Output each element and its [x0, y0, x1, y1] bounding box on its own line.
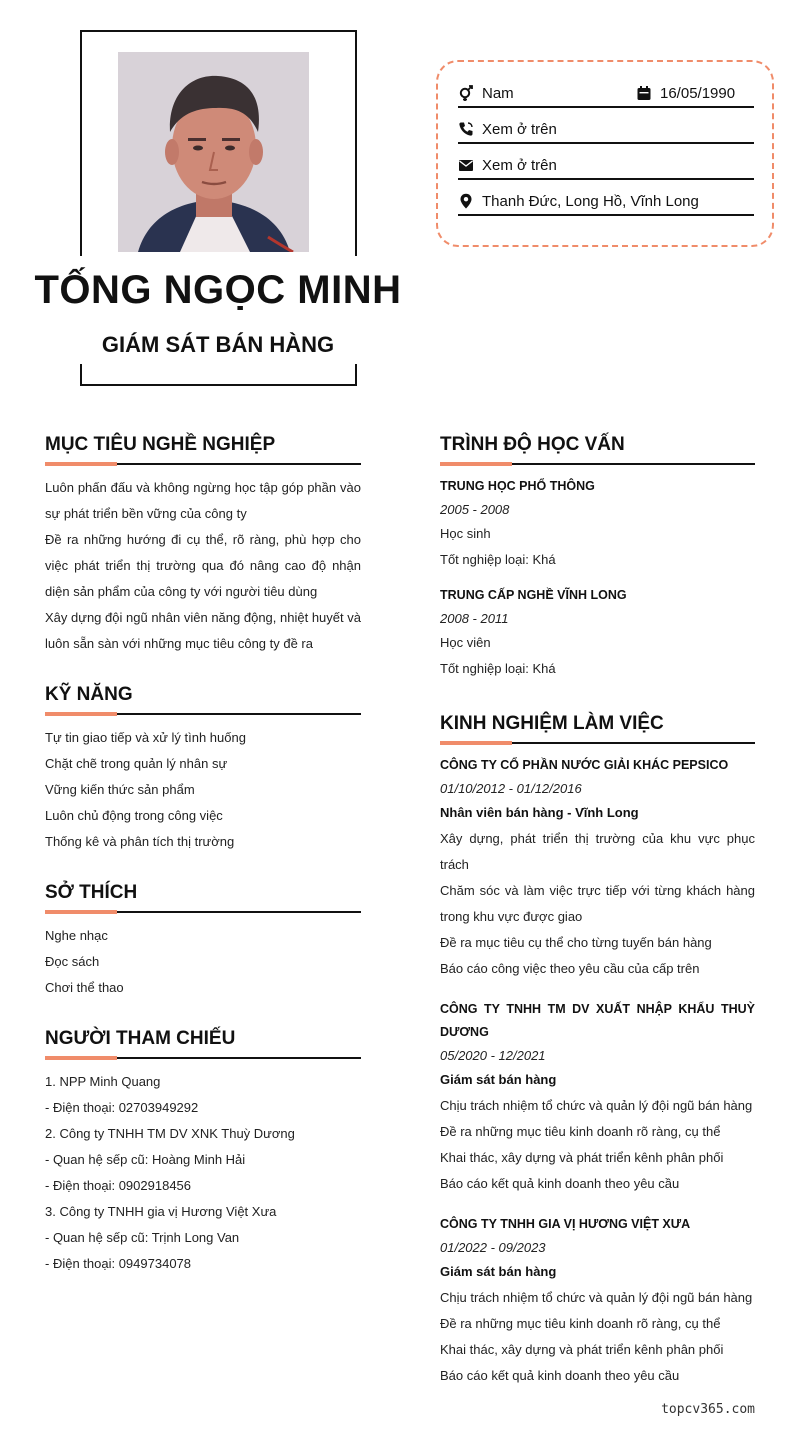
skill-item: Luôn chủ động trong công việc: [45, 808, 223, 823]
phone-icon: [458, 121, 474, 137]
objective-paragraph: Luôn phấn đấu và không ngừng học tập góp phần vào sự phát triển bền vững của công ty: [45, 480, 361, 521]
contact-info-box: [436, 60, 774, 247]
calendar-icon: [636, 85, 652, 101]
address-value: Thanh Đức, Long Hồ, Vĩnh Long: [482, 193, 699, 210]
experience-entry: [440, 1213, 755, 1389]
education-result: Tốt nghiệp loại: Khá: [440, 661, 556, 676]
company-name: CÔNG TY TNHH TM DV XUẤT NHẬP KHẨU THUỲ DƯƠNG: [440, 1002, 755, 1039]
section-divider: [440, 740, 755, 746]
experience-entry: [440, 754, 755, 982]
skill-item: Vững kiến thức sản phẩm: [45, 782, 195, 797]
section-title: TRÌNH ĐỘ HỌC VẤN: [440, 434, 625, 455]
school-name: TRUNG CẤP NGHỀ VĨNH LONG: [440, 588, 627, 602]
section-title: KINH NGHIỆM LÀM VIỆC: [440, 713, 664, 734]
duty-item: Đề ra mục tiêu cụ thể cho từng tuyến bán hàng: [440, 935, 712, 950]
map-pin-icon: [458, 193, 474, 209]
contact-row-email: [458, 154, 754, 180]
gender-value: Nam: [482, 85, 514, 102]
section-divider: [45, 909, 361, 915]
reference-line: - Quan hệ sếp cũ: Trịnh Long Van: [45, 1230, 240, 1245]
duty-item: Chịu trách nhiệm tổ chức và quản lý đội ngũ bán hàng: [440, 1098, 753, 1113]
header-frame-bottom: [80, 364, 357, 386]
duty-item: Khai thác, xây dựng và phát triển kênh phân phối: [440, 1342, 724, 1357]
duty-item: Đề ra những mục tiêu kinh doanh rõ ràng, cụ thể: [440, 1316, 721, 1331]
school-name: TRUNG HỌC PHỔ THÔNG: [440, 479, 595, 493]
experience-position: Giám sát bán hàng: [440, 1072, 557, 1087]
section-title: SỞ THÍCH: [45, 882, 138, 903]
birthday-value: 16/05/1990: [660, 85, 736, 102]
experience-position: Nhân viên bán hàng - Vĩnh Long: [440, 805, 639, 820]
education-entry: [440, 475, 755, 573]
skill-item: Thống kê và phân tích thị trường: [45, 834, 235, 849]
section-education: [440, 431, 755, 682]
phone-value: Xem ở trên: [482, 121, 557, 138]
section-references: [45, 1025, 361, 1277]
experience-period: 05/2020 - 12/2021: [440, 1048, 546, 1063]
experience-position: Giám sát bán hàng: [440, 1264, 557, 1279]
objective-paragraph: Xây dựng đội ngũ nhân viên năng động, nhiệt huyết và luôn sẵn sàn với những mục tiêu công ty đề ra: [45, 610, 361, 651]
section-hobbies: [45, 879, 361, 1001]
envelope-icon: [458, 157, 474, 173]
candidate-job-title: GIÁM SÁT BÁN HÀNG: [101, 332, 335, 357]
gender-icon: [458, 85, 474, 101]
duty-item: Đề ra những mục tiêu kinh doanh rõ ràng, cụ thể: [440, 1124, 721, 1139]
section-skills: [45, 681, 361, 855]
candidate-name: TỐNG NGỌC MINH: [34, 268, 402, 312]
reference-line: - Quan hệ sếp cũ: Hoàng Minh Hải: [45, 1152, 246, 1167]
section-title: MỤC TIÊU NGHỀ NGHIỆP: [45, 434, 276, 455]
section-experience: [440, 710, 755, 1389]
education-period: 2005 - 2008: [440, 502, 510, 517]
education-entry: [440, 584, 755, 682]
reference-line: - Điện thoại: 0902918456: [45, 1178, 192, 1193]
section-divider: [45, 711, 361, 717]
objective-paragraph: Đề ra những hướng đi cụ thể, rõ ràng, phù hợp cho việc phát triển thị trường qua đó nâng cao độ nhận diện sản phẩm của công ty với người tiêu dùng: [45, 532, 361, 599]
duty-item: Báo cáo kết quả kinh doanh theo yêu cầu: [440, 1368, 680, 1383]
experience-period: 01/2022 - 09/2023: [440, 1240, 546, 1255]
duty-item: Khai thác, xây dựng và phát triển kênh phân phối: [440, 1150, 724, 1165]
reference-line: - Điện thoại: 02703949292: [45, 1100, 199, 1115]
reference-line: - Điện thoại: 0949734078: [45, 1256, 192, 1271]
company-name: CÔNG TY CỔ PHẦN NƯỚC GIẢI KHÁC PEPSICO: [440, 758, 729, 772]
duty-item: Xây dựng, phát triển thị trường của khu vực phục trách: [440, 831, 755, 872]
reference-line: 1. NPP Minh Quang: [45, 1074, 161, 1089]
duty-item: Chăm sóc và làm việc trực tiếp với từng khách hàng trong khu vực được giao: [440, 883, 755, 924]
section-title: NGƯỜI THAM CHIẾU: [45, 1028, 236, 1049]
education-role: Học viên: [440, 635, 491, 650]
section-objective: [45, 431, 361, 657]
hobby-item: Đọc sách: [45, 954, 100, 969]
reference-line: 3. Công ty TNHH gia vị Hương Việt Xưa: [45, 1204, 277, 1219]
contact-row-gender-birthday: [458, 82, 754, 108]
contact-row-address: [458, 190, 754, 216]
section-divider: [45, 1055, 361, 1061]
education-result: Tốt nghiệp loại: Khá: [440, 552, 556, 567]
section-divider: [440, 461, 755, 467]
company-name: CÔNG TY TNHH GIA VỊ HƯƠNG VIỆT XƯA: [440, 1217, 691, 1231]
profile-photo: [118, 52, 309, 252]
experience-period: 01/10/2012 - 01/12/2016: [440, 781, 582, 796]
email-value: Xem ở trên: [482, 157, 557, 174]
hobby-item: Nghe nhạc: [45, 928, 108, 943]
education-period: 2008 - 2011: [440, 611, 509, 626]
section-title: KỸ NĂNG: [45, 684, 133, 705]
education-role: Học sinh: [440, 526, 491, 541]
footer-watermark: topcv365.com: [661, 1402, 755, 1417]
duty-item: Báo cáo kết quả kinh doanh theo yêu cầu: [440, 1176, 680, 1191]
duty-item: Báo cáo công việc theo yêu cầu của cấp trên: [440, 961, 700, 976]
skill-item: Chặt chẽ trong quản lý nhân sự: [45, 756, 228, 771]
experience-entry: [440, 998, 755, 1197]
contact-row-phone: [458, 118, 754, 144]
duty-item: Chịu trách nhiệm tổ chức và quản lý đội ngũ bán hàng: [440, 1290, 753, 1305]
reference-line: 2. Công ty TNHH TM DV XNK Thuỳ Dương: [45, 1126, 295, 1141]
skill-item: Tự tin giao tiếp và xử lý tình huống: [45, 730, 246, 745]
hobby-item: Chơi thể thao: [45, 980, 124, 995]
section-divider: [45, 461, 361, 467]
